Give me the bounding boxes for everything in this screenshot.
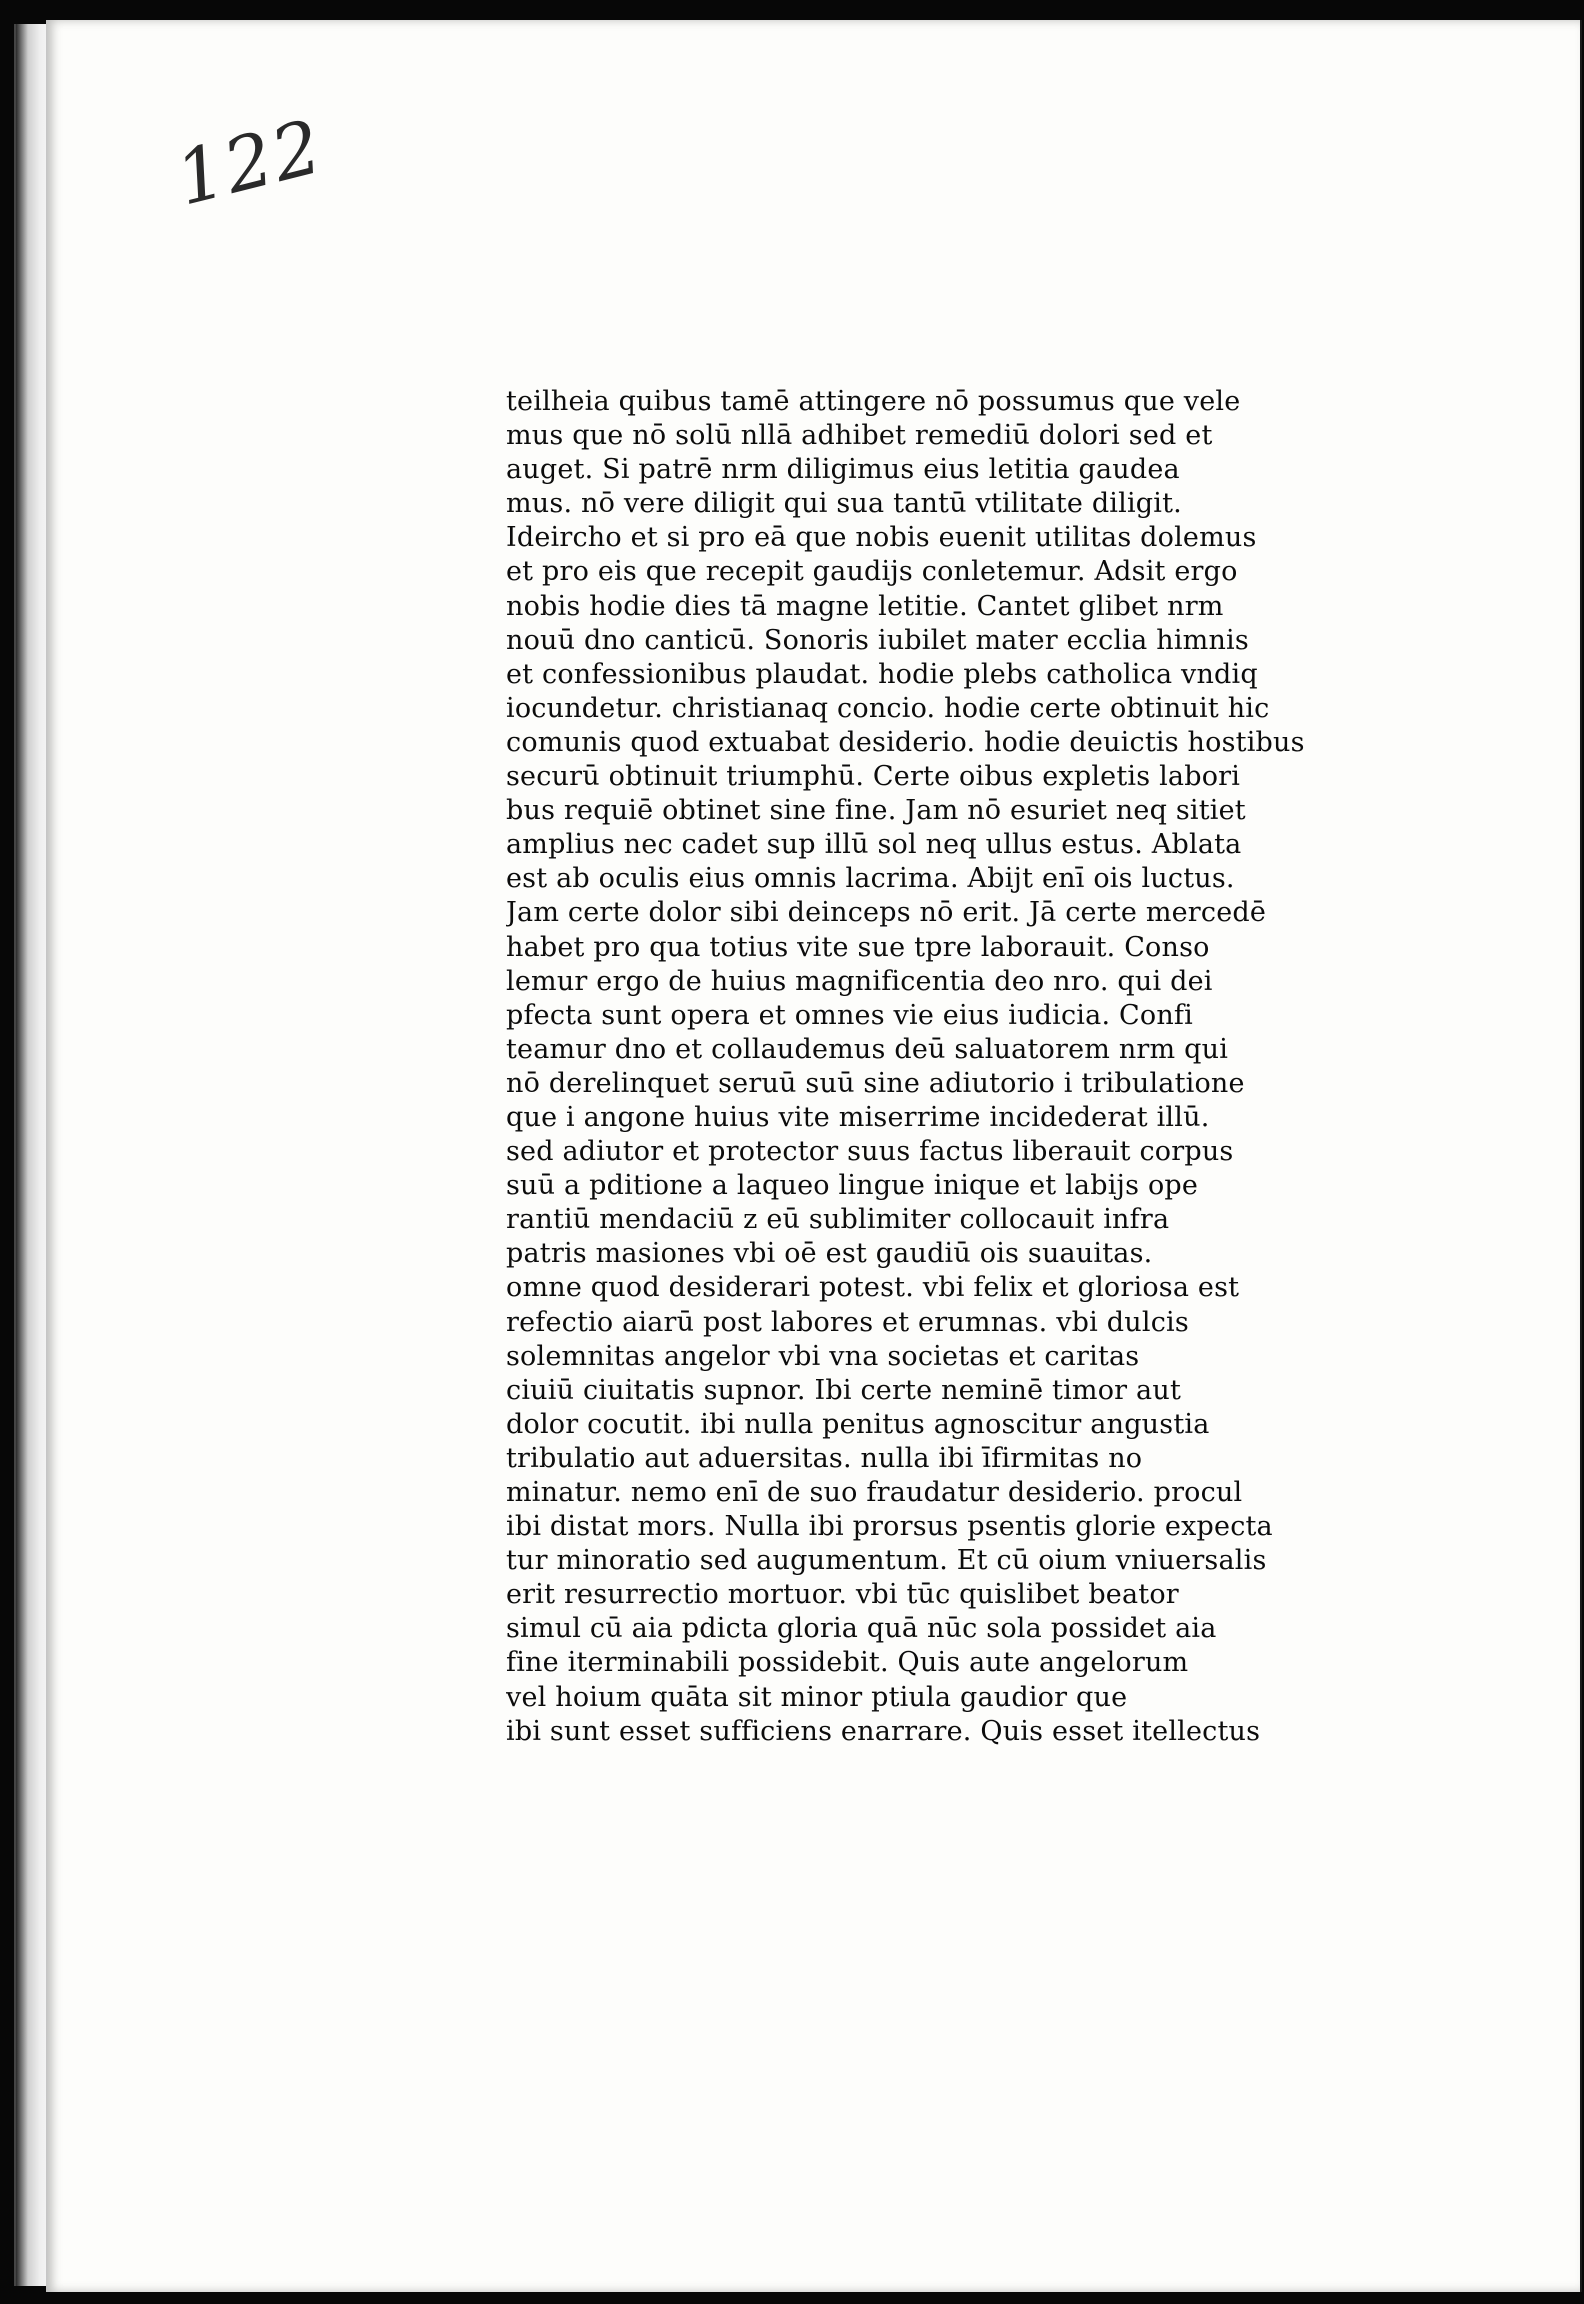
manuscript-line: ibi distat mors. Nulla ibi prorsus psentis glorie expecta	[506, 1511, 1273, 1543]
manuscript-line: mus. nō vere diligit qui sua tantū vtilitate diligit.	[506, 488, 1182, 520]
manuscript-line: bus requiē obtinet sine fine. Jam nō esuriet neq sitiet	[506, 795, 1246, 827]
manuscript-line: que i angone huius vite miserrime incidederat illū.	[506, 1101, 1210, 1133]
manuscript-line: simul cū aia pdicta gloria quā nūc sola possidet aia	[506, 1613, 1217, 1645]
manuscript-line: comunis quod extuabat desiderio. hodie deuictis hostibus	[506, 726, 1305, 758]
manuscript-line: lemur ergo de huius magnificentia deo nro. qui dei	[506, 965, 1213, 997]
manuscript-line: nobis hodie dies tā magne letitie. Cantet glibet nrm	[506, 590, 1224, 622]
manuscript-line: rantiū mendaciū z eū sublimiter collocauit infra	[506, 1204, 1170, 1236]
manuscript-line: habet pro qua totius vite sue tpre laborauit. Conso	[506, 931, 1210, 963]
manuscript-line: mus que nō solū nllā adhibet remediū dolori sed et	[506, 420, 1213, 452]
manuscript-line: fine iterminabili possidebit. Quis aute angelorum	[506, 1647, 1189, 1679]
manuscript-line: suū a pditione a laqueo lingue inique et labijs ope	[506, 1170, 1199, 1202]
manuscript-line: ibi sunt esset sufficiens enarrare. Quis esset itellectus	[506, 1715, 1261, 1747]
folio-number: 122	[167, 103, 332, 223]
manuscript-page	[46, 20, 1582, 2292]
manuscript-line: Ideircho et si pro eā que nobis euenit utilitas dolemus	[506, 522, 1257, 554]
manuscript-line: omne quod desiderari potest. vbi felix et gloriosa est	[506, 1272, 1240, 1304]
manuscript-line: iocundetur. christianaq concio. hodie certe obtinuit hic	[506, 692, 1270, 724]
manuscript-line: securū obtinuit triumphū. Certe oibus expletis labori	[506, 761, 1241, 793]
manuscript-line: nō derelinquet seruū suū sine adiutorio i tribulatione	[506, 1067, 1245, 1099]
manuscript-line: patris masiones vbi oē est gaudiū ois suauitas.	[506, 1238, 1153, 1270]
manuscript-line: erit resurrectio mortuor. vbi tūc quislibet beator	[506, 1579, 1179, 1611]
manuscript-line: dolor cocutit. ibi nulla penitus agnoscitur angustia	[506, 1408, 1210, 1440]
manuscript-line: et confessionibus plaudat. hodie plebs catholica vndiq	[506, 658, 1258, 690]
manuscript-line: vel hoium quāta sit minor ptiula gaudior que	[506, 1681, 1128, 1713]
manuscript-line: et pro eis que recepit gaudijs conletemur. Adsit ergo	[506, 556, 1238, 588]
manuscript-line: ciuiū ciuitatis supnor. Ibi certe neminē timor aut	[506, 1374, 1181, 1406]
manuscript-line: tribulatio aut aduersitas. nulla ibi īfirmitas no	[506, 1442, 1143, 1474]
manuscript-text-block	[506, 385, 1426, 1749]
manuscript-line: solemnitas angelor vbi vna societas et caritas	[506, 1340, 1140, 1372]
manuscript-line: refectio aiarū post labores et erumnas. vbi dulcis	[506, 1306, 1189, 1338]
manuscript-line: Jam certe dolor sibi deinceps nō erit. Jā certe mercedē	[506, 897, 1267, 929]
manuscript-line: minatur. nemo enī de suo fraudatur desiderio. procul	[506, 1477, 1243, 1508]
manuscript-line: tur minoratio sed augumentum. Et cū oium vniuersalis	[506, 1545, 1267, 1577]
manuscript-line: teamur dno et collaudemus deū saluatorem nrm qui	[506, 1033, 1229, 1065]
manuscript-line: nouū dno canticū. Sonoris iubilet mater ecclia himnis	[506, 624, 1249, 656]
manuscript-line: amplius nec cadet sup illū sol neq ullus estus. Ablata	[506, 829, 1242, 861]
manuscript-line: auget. Si patrē nrm diligimus eius letitia gaudea	[506, 454, 1180, 486]
manuscript-line: pfecta sunt opera et omnes vie eius iudicia. Confi	[506, 999, 1193, 1031]
manuscript-line: sed adiutor et protector suus factus liberauit corpus	[506, 1136, 1234, 1168]
manuscript-line: est ab oculis eius omnis lacrima. Abijt enī ois luctus.	[506, 863, 1235, 895]
manuscript-line: teilheia quibus tamē attingere nō possumus que vele	[506, 386, 1241, 417]
